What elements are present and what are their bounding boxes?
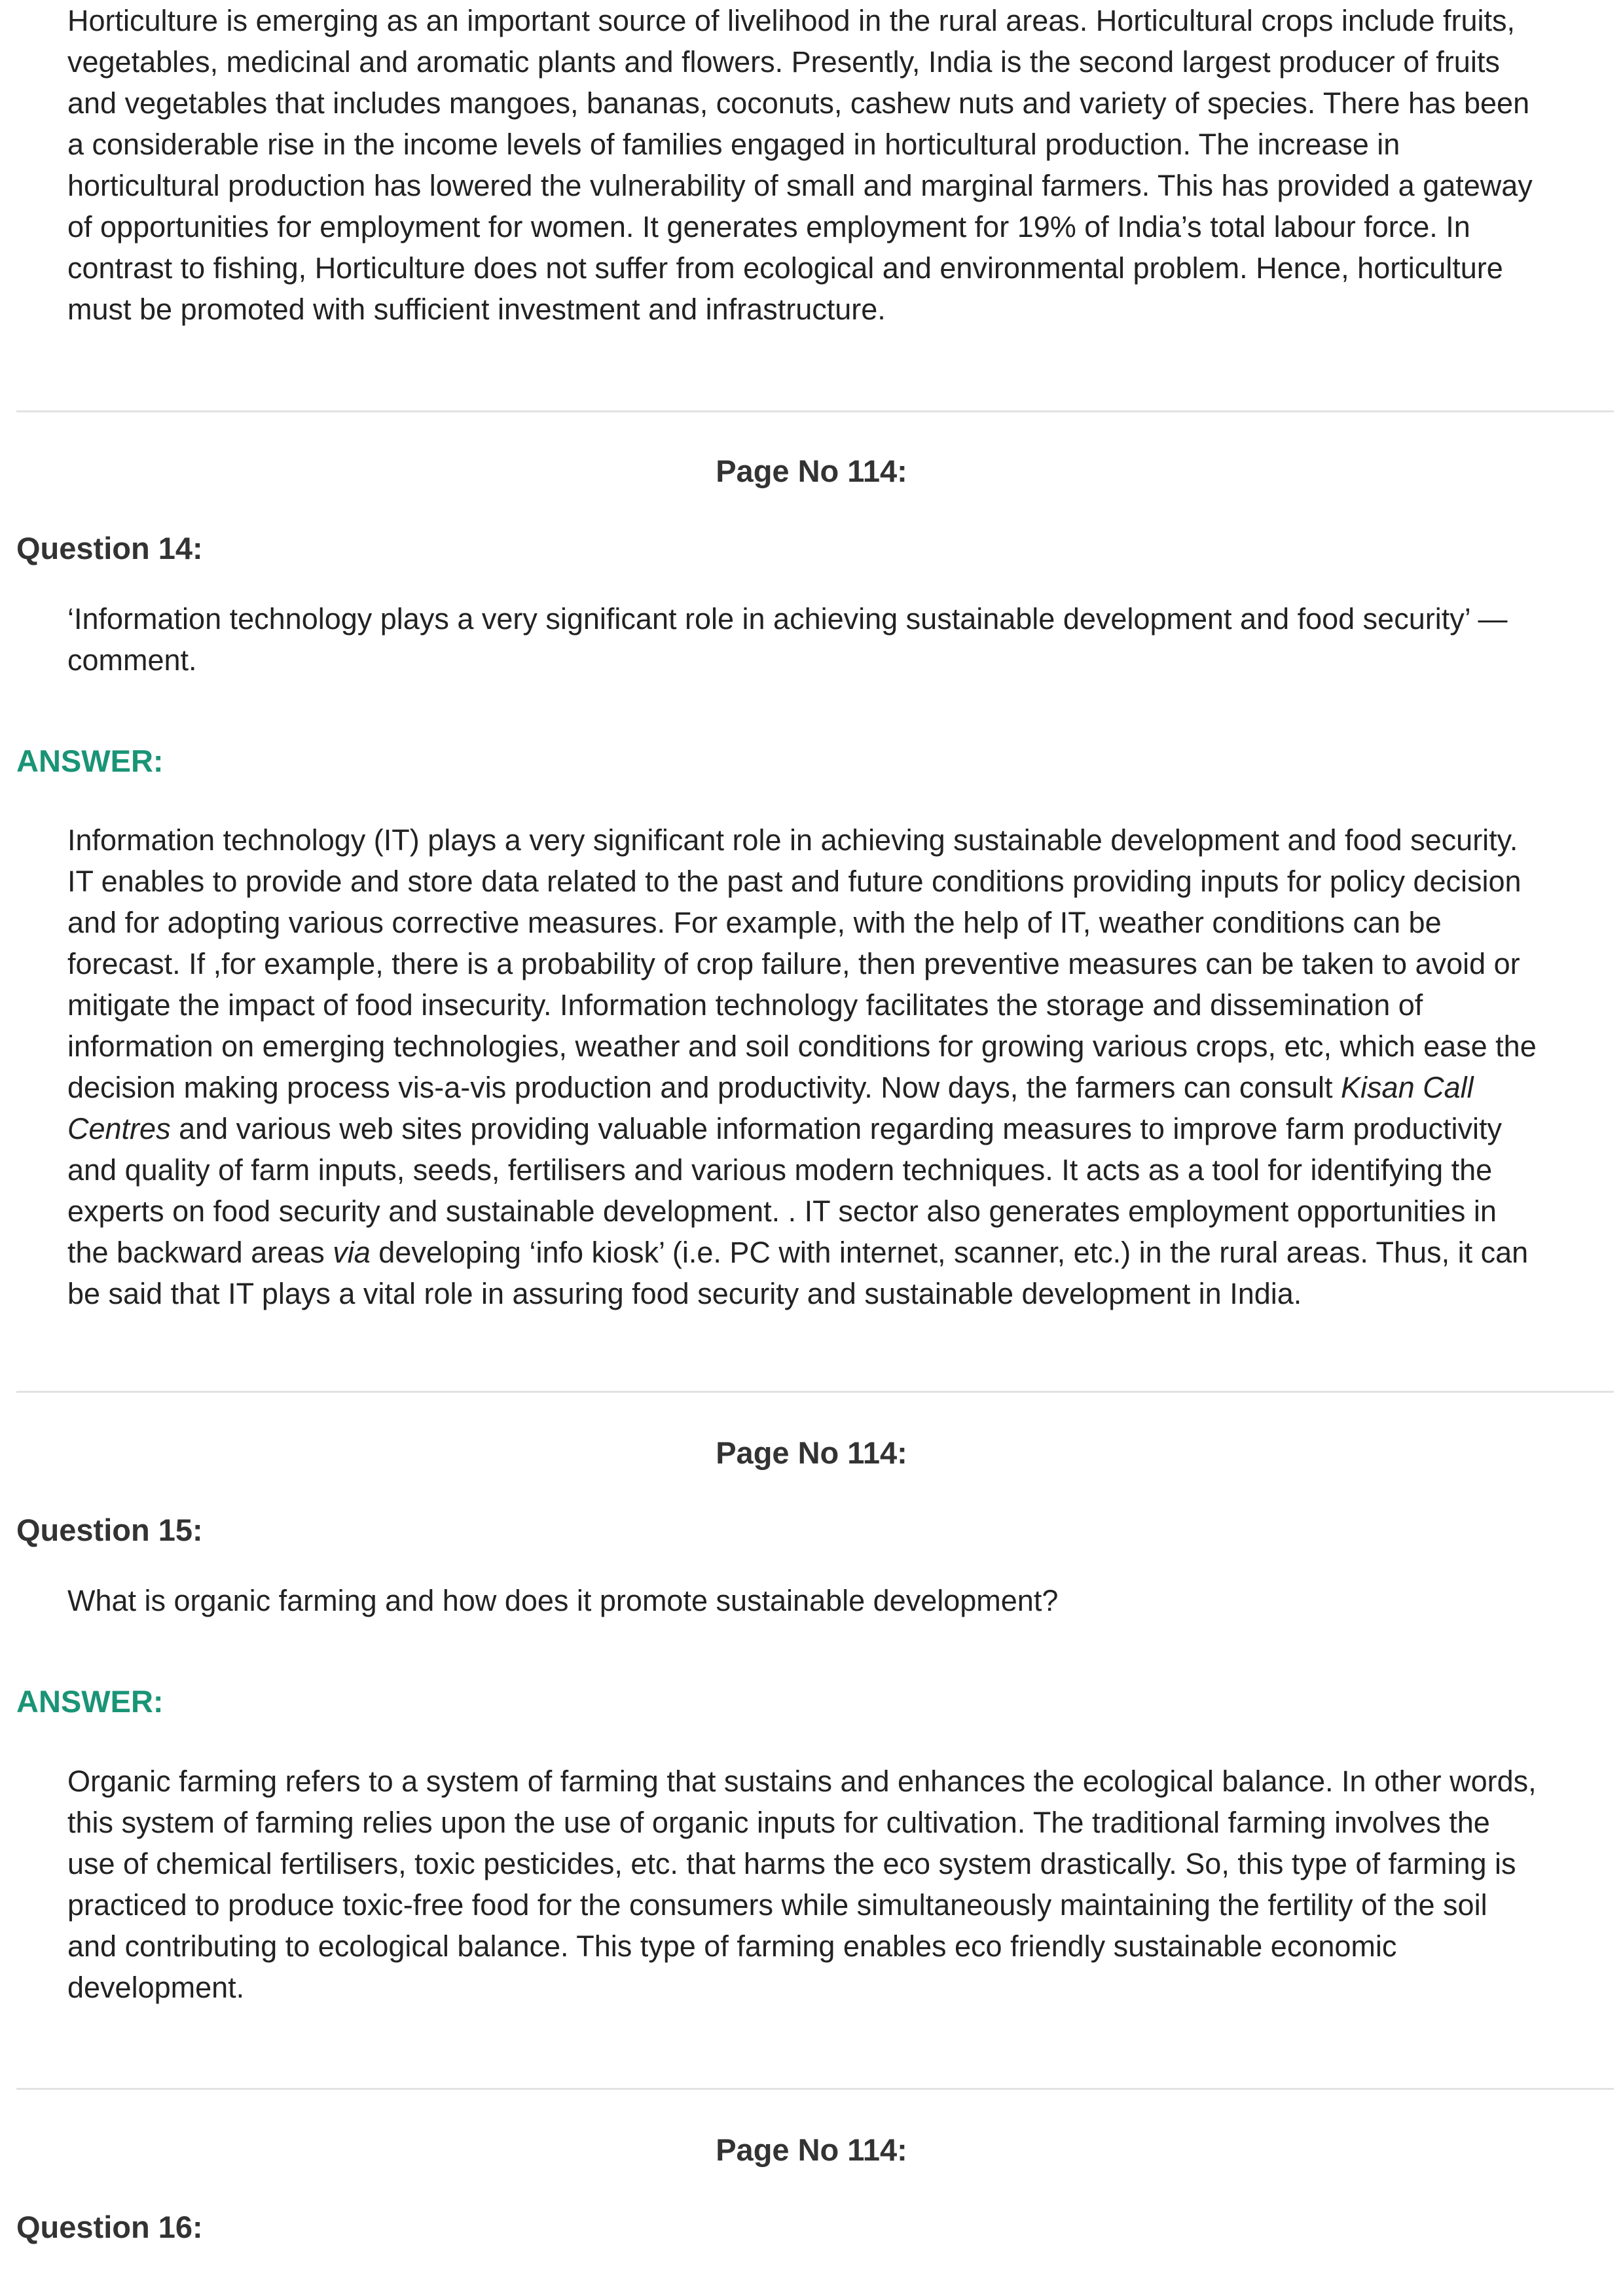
page-number-heading: Page No 114: bbox=[716, 454, 907, 488]
text-line: a considerable rise in the income levels of families engaged in horticultural production. The increase in bbox=[67, 128, 1400, 161]
question-15-text bbox=[67, 1580, 1613, 1621]
horticulture-paragraph bbox=[67, 0, 1613, 330]
text-line: and contributing to ecological balance. This type of farming enables eco friendly sustainable economic bbox=[67, 1929, 1397, 1963]
text-run: and various web sites providing valuable information regarding measures to improve farm productivity bbox=[170, 1112, 1503, 1145]
text-line: and quality of farm inputs, seeds, fertilisers and various modern techniques. It acts as a tool for identifying the bbox=[67, 1153, 1493, 1187]
text-line: information on emerging technologies, weather and soil conditions for growing various crops, etc, which ease the bbox=[67, 1030, 1537, 1063]
text-line: horticultural production has lowered the vulnerability of small and marginal farmers. This has provided a gateway bbox=[67, 169, 1533, 202]
answer-heading: ANSWER: bbox=[16, 744, 164, 778]
question-16-label: Question 16: bbox=[16, 2210, 203, 2244]
italic-term: via bbox=[333, 1236, 371, 1269]
text-line: of opportunities for employment for women. It generates employment for 19% of India’s total labour force. In bbox=[67, 210, 1470, 243]
text-line: practiced to produce toxic-free food for the consumers while simultaneously maintaining the fertility of the soil bbox=[67, 1888, 1487, 1922]
answer-heading: ANSWER: bbox=[16, 1684, 164, 1719]
text-line: comment. bbox=[67, 643, 197, 677]
text-run: the backward areas bbox=[67, 1236, 333, 1269]
text-line: contrast to fishing, Horticulture does not suffer from ecological and environmental problem. Hence, horticulture bbox=[67, 251, 1503, 285]
text-line: Organic farming refers to a system of farming that sustains and enhances the ecological balance. In other words, bbox=[67, 1765, 1537, 1798]
question-14-text bbox=[67, 598, 1613, 681]
section-divider bbox=[16, 410, 1614, 412]
text-line: experts on food security and sustainable development. . IT sector also generates employment opportunities in bbox=[67, 1194, 1497, 1228]
text-line: Horticulture is emerging as an important source of livelihood in the rural areas. Horticultural crops include fruits, bbox=[67, 4, 1515, 37]
text-line: vegetables, medicinal and aromatic plants and flowers. Presently, India is the second largest producer of fruits bbox=[67, 45, 1500, 79]
section-divider bbox=[16, 2088, 1614, 2090]
text-line: and vegetables that includes mangoes, bananas, coconuts, cashew nuts and variety of species. There has been bbox=[67, 86, 1530, 120]
question-15-label: Question 15: bbox=[16, 1513, 203, 1547]
text-line: development. bbox=[67, 1971, 245, 2004]
text-line: What is organic farming and how does it promote sustainable development? bbox=[67, 1584, 1059, 1617]
text-run: decision making process vis-a-vis production and productivity. Now days, the farmers can consult bbox=[67, 1071, 1341, 1104]
text-line: ‘Information technology plays a very significant role in achieving sustainable development and food security’ — bbox=[67, 602, 1508, 636]
text-line: be said that IT plays a vital role in assuring food security and sustainable development in India. bbox=[67, 1277, 1302, 1310]
question-14-answer bbox=[67, 819, 1613, 1314]
text-line: mitigate the impact of food insecurity. Information technology facilitates the storage and dissemination of bbox=[67, 988, 1423, 1022]
text-line: and for adopting various corrective measures. For example, with the help of IT, weather conditions can be bbox=[67, 906, 1442, 939]
text-line bbox=[67, 1232, 1613, 1273]
text-line: this system of farming relies upon the use of organic inputs for cultivation. The traditional farming involves the bbox=[67, 1806, 1490, 1839]
text-line bbox=[67, 1108, 1613, 1149]
text-line: must be promoted with sufficient investment and infrastructure. bbox=[67, 293, 886, 326]
text-line: IT enables to provide and store data related to the past and future conditions providing inputs for policy decision bbox=[67, 865, 1522, 898]
section-divider bbox=[16, 1391, 1614, 1393]
page-number-heading: Page No 114: bbox=[716, 2132, 907, 2167]
text-line: use of chemical fertilisers, toxic pesticides, etc. that harms the eco system drastically. So, this type of farming is bbox=[67, 1847, 1516, 1880]
italic-term: Kisan Call bbox=[1341, 1071, 1474, 1104]
question-14-label: Question 14: bbox=[16, 531, 203, 565]
question-15-answer bbox=[67, 1761, 1613, 2008]
text-line: forecast. If ,for example, there is a probability of crop failure, then preventive measures can be taken to avoid or bbox=[67, 947, 1520, 980]
text-line: Information technology (IT) plays a very significant role in achieving sustainable development and food security. bbox=[67, 823, 1518, 857]
italic-term: Centres bbox=[67, 1112, 171, 1145]
text-line bbox=[67, 1067, 1613, 1108]
page-number-heading: Page No 114: bbox=[716, 1435, 907, 1470]
text-run: developing ‘info kiosk’ (i.e. PC with internet, scanner, etc.) in the rural areas. Thus, it can bbox=[370, 1236, 1529, 1269]
